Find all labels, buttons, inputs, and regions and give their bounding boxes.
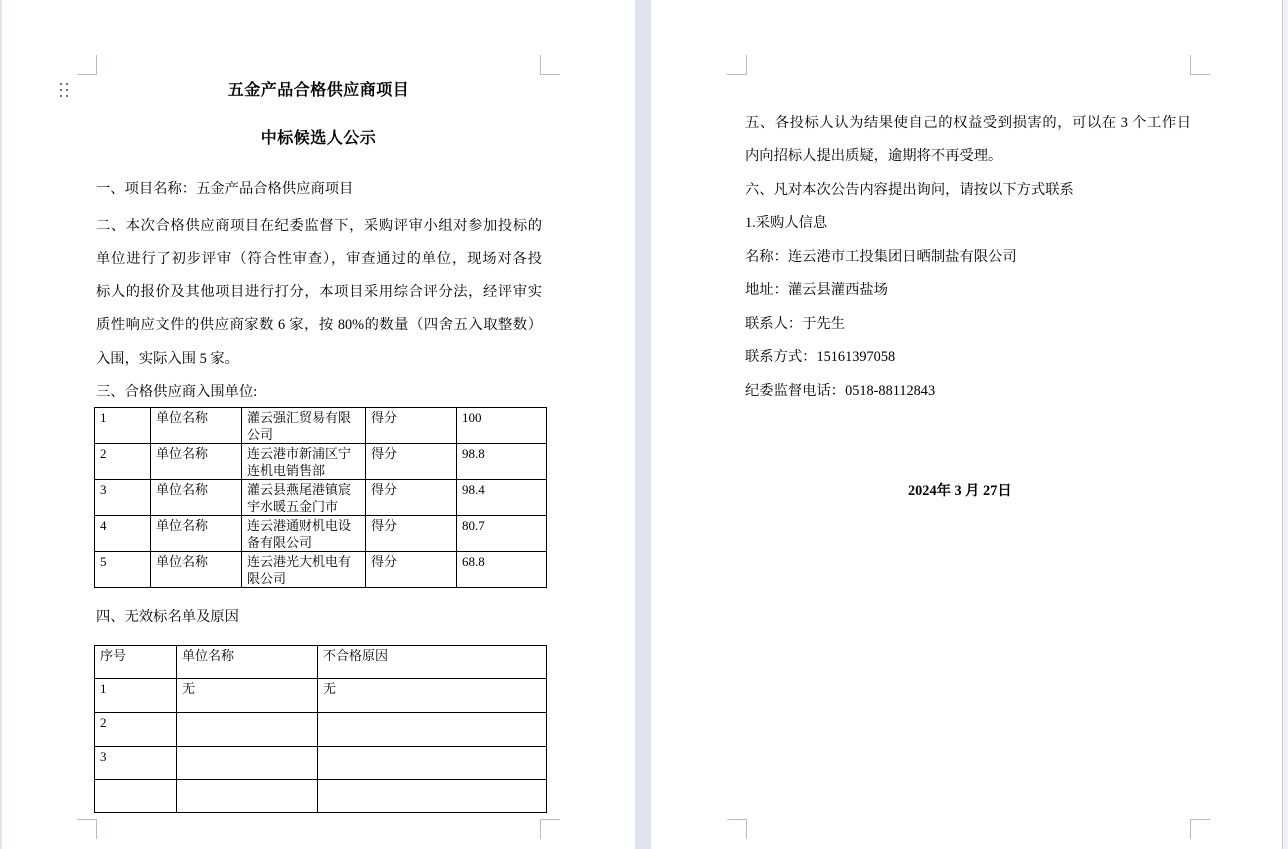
drag-handle-icon[interactable]: [60, 83, 72, 99]
margin-mark-bottom-left-icon: [727, 819, 747, 839]
table-cell: 4: [95, 516, 151, 552]
body-line: 六、凡对本次公告内容提出询问，请按以下方式联系: [745, 182, 1074, 198]
margin-mark-top-left-icon: [77, 55, 97, 75]
table-cell: 灌云强汇贸易有限公司: [242, 408, 366, 444]
document-title-line1: 五金产品合格供应商项目: [227, 82, 410, 99]
table-row: [95, 713, 547, 747]
table-cell: 单位名称: [151, 516, 242, 552]
table-cell: 98.4: [457, 480, 547, 516]
contact-person-line: 联系人：于先生: [745, 316, 846, 332]
buyer-name-line: 名称：连云港市工投集团日晒制盐有限公司: [745, 249, 1017, 265]
table-cell: [177, 747, 318, 780]
body-line: 标人的报价及其他项目进行打分，本项目采用综合评分法，经评审实: [96, 284, 542, 300]
table-cell: 68.8: [457, 552, 547, 588]
document-page-2[interactable]: [651, 0, 1283, 849]
table-row: [95, 552, 547, 588]
table-header-cell: 单位名称: [177, 646, 318, 679]
table-cell: 单位名称: [151, 408, 242, 444]
table-cell: 连云港市新浦区宁连机电销售部: [242, 444, 366, 480]
table-cell: 5: [95, 552, 151, 588]
margin-mark-bottom-right-icon: [1190, 819, 1210, 839]
invalid-bid-table: [94, 645, 547, 813]
table-cell: 单位名称: [151, 444, 242, 480]
table-cell: 无: [177, 679, 318, 713]
body-line: 一、项目名称：五金产品合格供应商项目: [96, 181, 354, 197]
body-line: 入围，实际入围 5 家。: [96, 351, 239, 367]
table-cell: 3: [95, 747, 177, 780]
table-cell: 得分: [366, 552, 457, 588]
section3-heading: 三、合格供应商入围单位:: [96, 384, 258, 400]
table-cell: 2: [95, 713, 177, 747]
table-cell: 1: [95, 679, 177, 713]
table-cell: 单位名称: [151, 552, 242, 588]
vertical-scrollbar[interactable]: [1282, 0, 1288, 849]
table-row: [95, 516, 547, 552]
table-cell: 98.8: [457, 444, 547, 480]
table-cell: 2: [95, 444, 151, 480]
margin-mark-top-right-icon: [540, 55, 560, 75]
contact-phone-line: 联系方式：15161397058: [745, 349, 896, 365]
table-cell: [318, 713, 547, 747]
table-cell: 1: [95, 408, 151, 444]
table-row: [95, 780, 547, 813]
section4-heading: 四、无效标名单及原因: [96, 609, 239, 625]
table-cell: 灌云县燕尾港镇宸宇水暖五金门市: [242, 480, 366, 516]
table-row: [95, 480, 547, 516]
body-line: 质性响应文件的供应商家数 6 家，按 80%的数量（四舍五入取整数）: [96, 317, 542, 333]
table-header-cell: 不合格原因: [318, 646, 547, 679]
margin-mark-top-right-icon: [1190, 55, 1210, 75]
table-cell: 100: [457, 408, 547, 444]
table-cell: 连云港通财机电设备有限公司: [242, 516, 366, 552]
body-line: 单位进行了初步评审（符合性审查），审查通过的单位，现场对各投: [96, 251, 542, 267]
document-page-1[interactable]: [2, 0, 635, 849]
table-cell: 得分: [366, 516, 457, 552]
body-line: 二、本次合格供应商项目在纪委监督下，采购评审小组对参加投标的: [96, 218, 542, 234]
table-header-row: [95, 646, 547, 679]
table-cell: 无: [318, 679, 547, 713]
table-cell: 3: [95, 480, 151, 516]
document-date: 2024年 3 月 27日: [908, 483, 1012, 499]
table-row: [95, 408, 547, 444]
table-row: [95, 747, 547, 780]
body-line: 五、各投标人认为结果使自己的权益受到损害的，可以在 3 个工作日: [745, 115, 1191, 131]
table-cell: 连云港光大机电有限公司: [242, 552, 366, 588]
margin-mark-bottom-left-icon: [77, 819, 97, 839]
supplier-score-table: [94, 407, 547, 588]
table-cell: 得分: [366, 444, 457, 480]
document-title-line2: 中标候选人公示: [260, 130, 377, 147]
buyer-address-line: 地址：灌云县灌西盐场: [745, 282, 888, 298]
table-cell: 80.7: [457, 516, 547, 552]
body-line: 1.采购人信息: [745, 215, 828, 231]
table-header-cell: 序号: [95, 646, 177, 679]
supervision-phone-line: 纪委监督电话：0518-88112843: [745, 383, 936, 399]
table-cell: 单位名称: [151, 480, 242, 516]
table-cell: 得分: [366, 408, 457, 444]
table-cell: [177, 713, 318, 747]
margin-mark-top-left-icon: [727, 55, 747, 75]
table-cell: [318, 747, 547, 780]
table-row: [95, 444, 547, 480]
body-line: 内向招标人提出质疑，逾期将不再受理。: [745, 148, 1003, 164]
table-cell: 得分: [366, 480, 457, 516]
table-cell: [318, 780, 547, 813]
table-row: [95, 679, 547, 713]
margin-mark-bottom-right-icon: [540, 819, 560, 839]
table-cell: [95, 780, 177, 813]
table-cell: [177, 780, 318, 813]
